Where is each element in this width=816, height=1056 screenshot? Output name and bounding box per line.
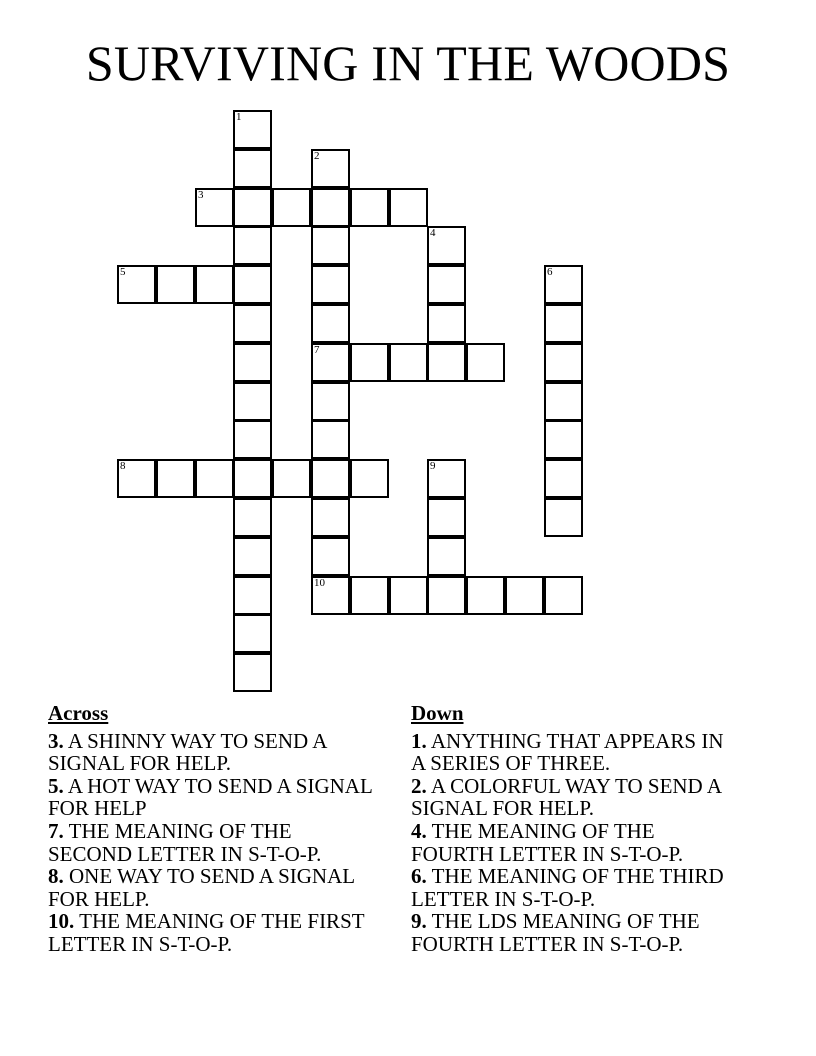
down-clue — [411, 730, 741, 775]
grid-cell[interactable] — [233, 304, 272, 343]
grid-cell[interactable] — [350, 188, 389, 227]
grid-cell[interactable] — [350, 459, 389, 498]
grid-cell[interactable] — [195, 459, 234, 498]
clue-number: 4. — [411, 818, 427, 843]
grid-cell[interactable] — [233, 149, 272, 188]
grid-cell[interactable] — [311, 459, 350, 498]
clue-number: 9. — [411, 909, 427, 934]
clue-number: 7. — [48, 818, 64, 843]
clue-number: 3 — [198, 189, 204, 201]
clue-number: 8 — [120, 460, 126, 472]
grid-cell[interactable] — [272, 459, 311, 498]
grid-cell[interactable] — [466, 576, 505, 615]
grid-cell[interactable] — [544, 420, 583, 459]
grid-cell[interactable] — [389, 343, 428, 382]
clue-number: 1 — [236, 111, 242, 123]
grid-cell[interactable] — [427, 265, 466, 304]
clue-text: A HOT WAY TO SEND A SIGNAL FOR HELP — [48, 773, 373, 821]
clue-text: A SHINNY WAY TO SEND A SIGNAL FOR HELP. — [48, 728, 327, 776]
clue-number: 5 — [120, 266, 126, 278]
across-heading: Across — [48, 701, 109, 725]
across-clue — [48, 865, 378, 910]
grid-cell[interactable] — [544, 382, 583, 421]
puzzle-title: SURVIVING IN THE WOODS — [85, 35, 731, 91]
down-clue — [411, 910, 741, 955]
clue-number: 1. — [411, 728, 427, 753]
down-heading: Down — [411, 701, 464, 725]
clue-number: 6. — [411, 864, 427, 889]
clue-number: 5. — [48, 773, 64, 798]
grid-cell[interactable] — [233, 110, 272, 149]
clue-number: 9 — [430, 460, 436, 472]
grid-cell[interactable] — [427, 304, 466, 343]
grid-cell[interactable] — [311, 304, 350, 343]
grid-cell[interactable] — [350, 576, 389, 615]
clue-text: A COLORFUL WAY TO SEND A SIGNAL FOR HELP. — [411, 773, 721, 821]
down-clue-list — [411, 730, 741, 956]
grid-cell[interactable] — [505, 576, 544, 615]
across-clue — [48, 775, 378, 820]
grid-cell[interactable] — [389, 576, 428, 615]
grid-cell[interactable] — [233, 226, 272, 265]
grid-cell[interactable] — [427, 537, 466, 576]
grid-cell[interactable] — [195, 188, 234, 227]
grid-cell[interactable] — [156, 459, 195, 498]
grid-cell[interactable] — [233, 576, 272, 615]
grid-cell[interactable] — [233, 265, 272, 304]
grid-cell[interactable] — [544, 343, 583, 382]
grid-cell[interactable] — [544, 576, 583, 615]
grid-cell[interactable] — [311, 149, 350, 188]
grid-cell[interactable] — [311, 420, 350, 459]
clue-number: 3. — [48, 728, 64, 753]
clue-number: 10. — [48, 909, 75, 934]
grid-cell[interactable] — [544, 304, 583, 343]
down-clues — [411, 702, 741, 956]
down-clue — [411, 820, 741, 865]
grid-cell[interactable] — [233, 188, 272, 227]
grid-cell[interactable] — [233, 343, 272, 382]
clue-number: 4 — [430, 227, 436, 239]
grid-cell[interactable] — [233, 653, 272, 692]
grid-cell[interactable] — [544, 265, 583, 304]
across-clues — [48, 702, 378, 956]
clue-text: THE MEANING OF THE FIRST LETTER IN S-T-O-P. — [48, 909, 365, 956]
grid-cell[interactable] — [311, 382, 350, 421]
clue-text: THE MEANING OF THE THIRD LETTER IN S-T-O-P. — [411, 864, 724, 911]
clue-text: THE LDS MEANING OF THE FOURTH LETTER IN S-T-O-P. — [411, 909, 700, 956]
clue-text: ONE WAY TO SEND A SIGNAL FOR HELP. — [48, 864, 355, 911]
grid-cell[interactable] — [233, 498, 272, 537]
clue-text: THE MEANING OF THE SECOND LETTER IN S-T-O-P. — [48, 818, 322, 866]
across-clue — [48, 910, 378, 955]
down-clue — [411, 775, 741, 820]
clue-text: THE MEANING OF THE FOURTH LETTER IN S-T-O-P. — [411, 818, 684, 866]
grid-cell[interactable] — [311, 265, 350, 304]
grid-cell[interactable] — [195, 265, 234, 304]
grid-cell[interactable] — [350, 343, 389, 382]
clue-number: 8. — [48, 864, 64, 889]
grid-cell[interactable] — [311, 498, 350, 537]
grid-cell[interactable] — [427, 343, 466, 382]
grid-cell[interactable] — [427, 459, 466, 498]
grid-cell[interactable] — [117, 459, 156, 498]
clue-number: 10 — [314, 577, 325, 589]
clue-text: ANYTHING THAT APPEARS IN A SERIES OF THREE. — [411, 728, 724, 776]
across-clue-list — [48, 730, 378, 956]
grid-cell[interactable] — [311, 188, 350, 227]
grid-cell[interactable] — [427, 498, 466, 537]
grid-cell[interactable] — [233, 420, 272, 459]
grid-cell[interactable] — [233, 459, 272, 498]
grid-cell[interactable] — [156, 265, 195, 304]
grid-cell[interactable] — [311, 226, 350, 265]
grid-cell[interactable] — [233, 382, 272, 421]
grid-cell[interactable] — [233, 537, 272, 576]
clue-number: 2 — [314, 150, 320, 162]
grid-cell[interactable] — [311, 576, 350, 615]
grid-cell[interactable] — [311, 537, 350, 576]
grid-cell[interactable] — [427, 576, 466, 615]
grid-cell[interactable] — [466, 343, 505, 382]
clue-number: 2. — [411, 773, 427, 798]
grid-cell[interactable] — [311, 343, 350, 382]
clue-number: 6 — [547, 266, 553, 278]
grid-cell[interactable] — [117, 265, 156, 304]
clue-number: 7 — [314, 344, 320, 356]
down-clue — [411, 865, 741, 910]
grid-cell[interactable] — [389, 188, 428, 227]
grid-cell[interactable] — [544, 498, 583, 537]
across-clue — [48, 730, 378, 775]
grid-cell[interactable] — [272, 188, 311, 227]
grid-cell[interactable] — [544, 459, 583, 498]
grid-cell[interactable] — [233, 614, 272, 653]
across-clue — [48, 820, 378, 865]
grid-cell[interactable] — [427, 226, 466, 265]
